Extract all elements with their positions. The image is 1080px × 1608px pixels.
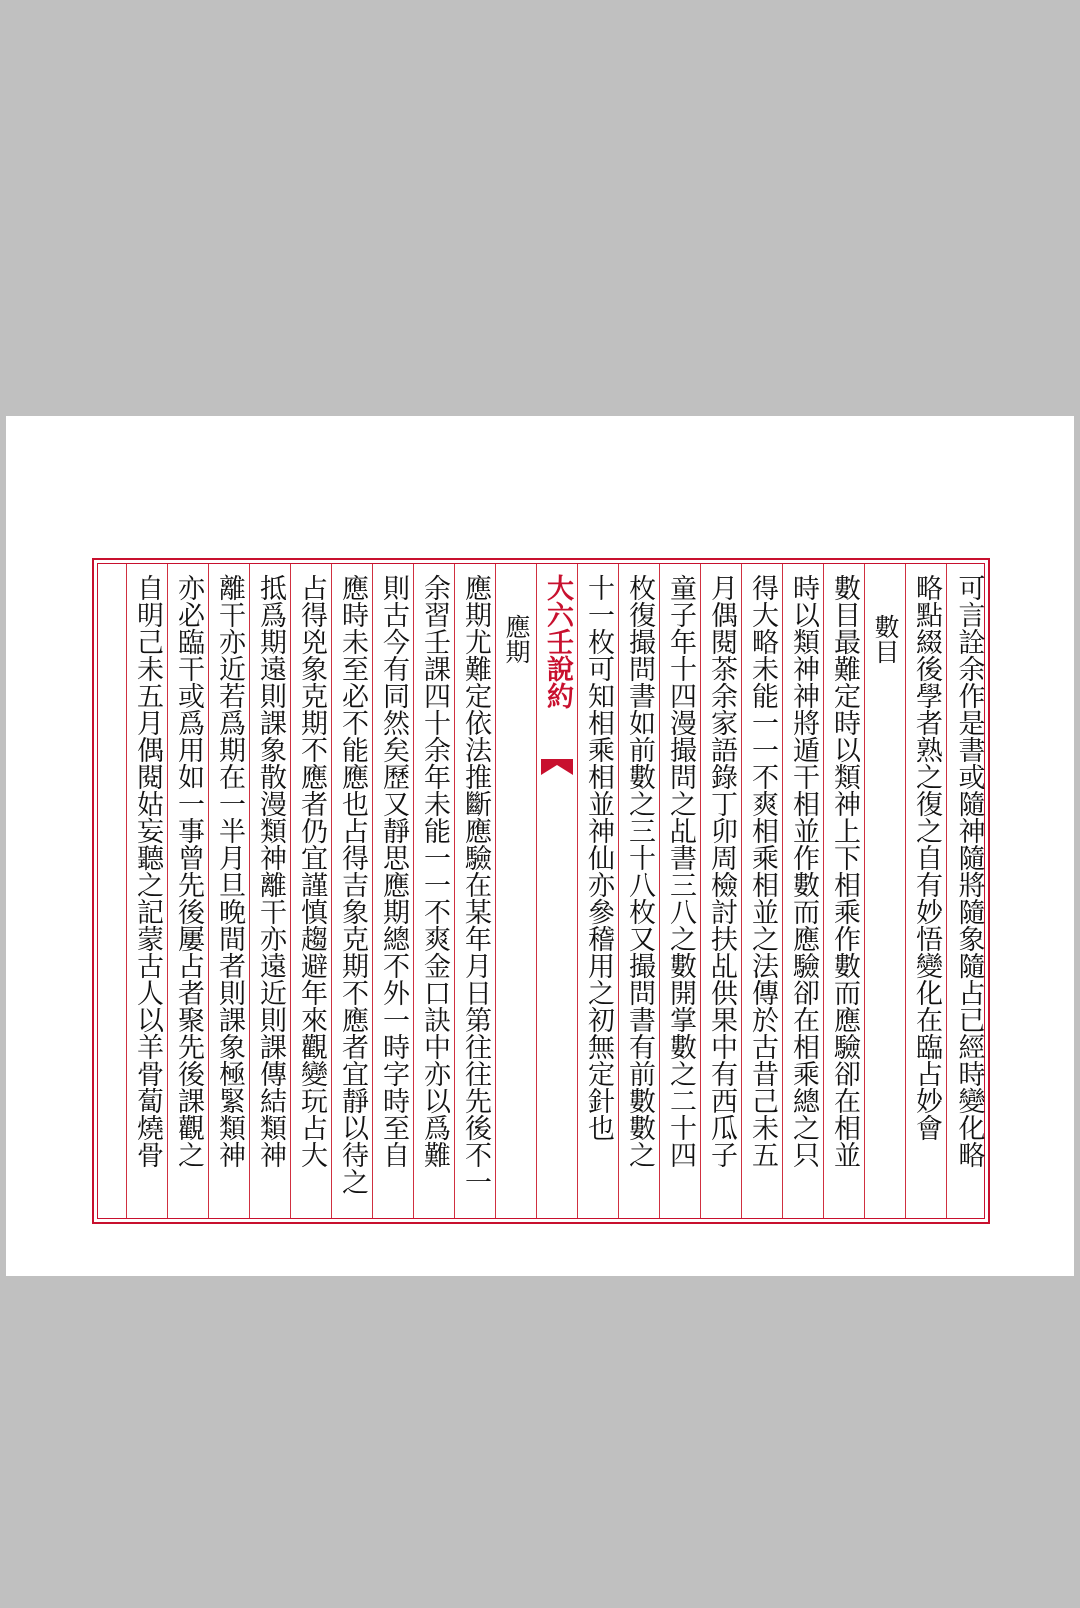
text-column xyxy=(823,564,864,1218)
fishtail-icon xyxy=(541,757,573,775)
text-column xyxy=(700,564,741,1218)
text-line: 時以類神神將遁干相並作數而應驗卻在相乘總之只 xyxy=(788,574,819,1168)
text-line: 自明己未五月偶閱姑妄聽之記蒙古人以羊骨蔔燒骨 xyxy=(132,574,163,1168)
text-column xyxy=(659,564,700,1218)
section-heading-column xyxy=(864,564,905,1218)
text-line: 余習壬課四十余年未能一一不爽金口訣中亦以爲難 xyxy=(419,574,450,1168)
text-line: 略點綴後學者熟之復之自有妙悟變化在臨占妙會 xyxy=(911,574,942,1141)
text-column xyxy=(905,564,946,1218)
text-column xyxy=(208,564,249,1218)
text-column xyxy=(331,564,372,1218)
text-column xyxy=(372,564,413,1218)
text-column xyxy=(249,564,290,1218)
center-fold xyxy=(536,564,577,1218)
text-column xyxy=(741,564,782,1218)
text-line: 則古今有同然矣歷又靜思應期總不外一時字時至自 xyxy=(378,574,409,1168)
page-frame xyxy=(92,558,990,1224)
text-column xyxy=(454,564,495,1218)
text-grid xyxy=(97,563,985,1219)
text-line: 應時未至必不能應也占得吉象克期不應者宜靜以待之 xyxy=(337,574,368,1195)
text-line: 月偶閱茶余家語錄丁卯周檢討扶乩供果中有西瓜子 xyxy=(706,574,737,1168)
text-line: 應期尤難定依法推斷應驗在某年月日第往往先後不一 xyxy=(460,574,491,1195)
text-column xyxy=(618,564,659,1218)
text-column xyxy=(290,564,331,1218)
section-heading: 應期 xyxy=(502,614,531,664)
text-line: 枚復撮問書如前數之三十八枚又撮問書有前數數之 xyxy=(624,574,655,1168)
text-line: 得大略未能一一不爽相乘相並之法傳於古昔己未五 xyxy=(747,574,778,1168)
section-heading: 數目 xyxy=(871,614,900,664)
text-line: 可言詮余作是書或隨神隨將隨象隨占已經時變化略 xyxy=(953,574,985,1168)
book-title: 大六壬說約 xyxy=(542,574,573,709)
text-line: 占得兇象克期不應者仍宜謹慎趨避年來觀變玩占大 xyxy=(296,574,327,1168)
text-column xyxy=(946,564,990,1218)
book-page xyxy=(6,416,1074,1276)
text-column xyxy=(413,564,454,1218)
text-column xyxy=(577,564,618,1218)
text-line: 童子年十四漫撮問之乩書三八之數開掌數之二十四 xyxy=(665,574,696,1168)
text-line: 十一枚可知相乘相並神仙亦參稽用之初無定針也 xyxy=(583,574,614,1141)
section-heading-column xyxy=(495,564,536,1218)
text-column xyxy=(782,564,823,1218)
text-line: 亦必臨干或爲用如一事曾先後屢占者聚先後課觀之 xyxy=(173,574,204,1168)
fishtail-mark xyxy=(541,757,573,775)
text-line: 離干亦近若爲期在一半月旦晚間者則課象極緊類神 xyxy=(214,574,245,1168)
text-column xyxy=(126,564,167,1218)
text-line: 數目最難定時以類神上下相乘作數而應驗卻在相並 xyxy=(829,574,860,1168)
text-column xyxy=(167,564,208,1218)
text-line: 抵爲期遠則課象散漫類神離干亦遠近則課傳結類神 xyxy=(255,574,286,1168)
